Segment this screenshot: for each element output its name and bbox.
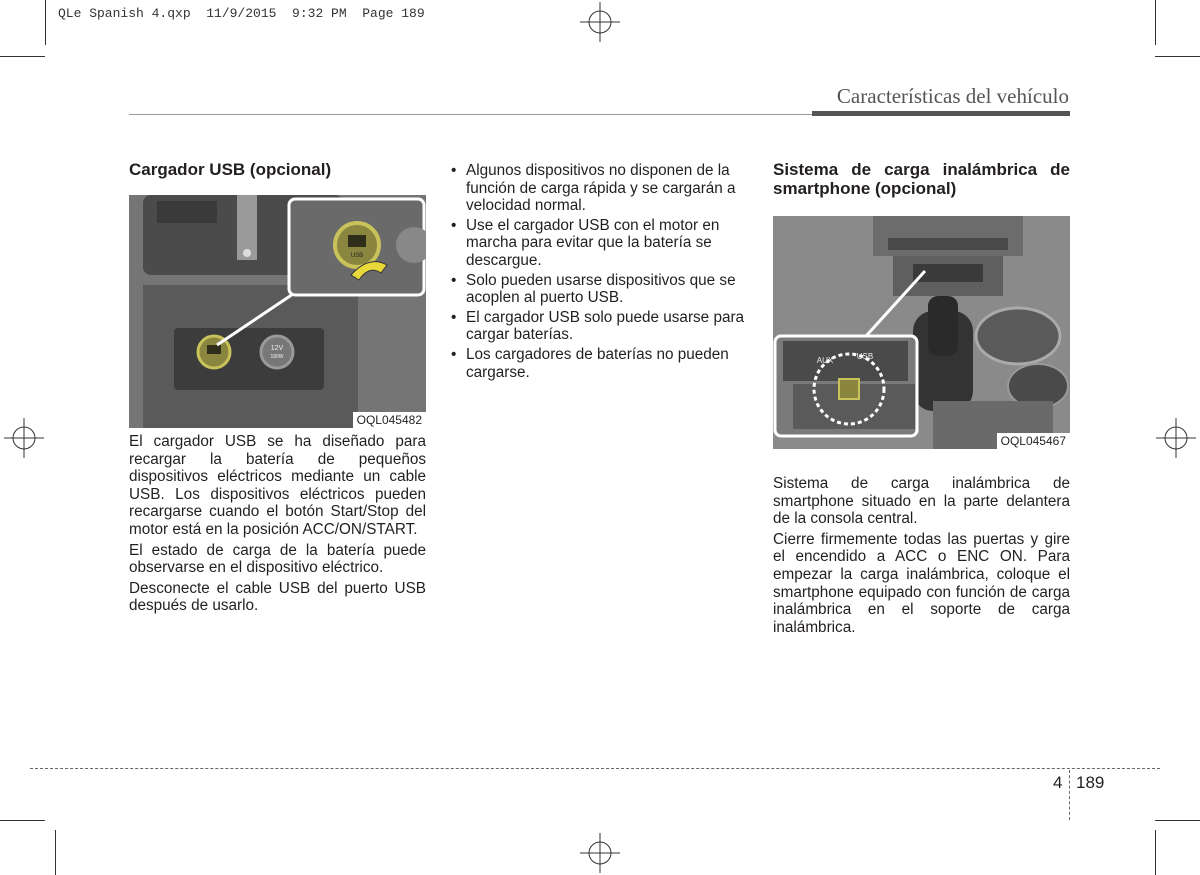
list-item: • Solo pueden usarse dispositivos que se acoplen al puerto USB. [451,272,748,307]
figure-code: OQL045482 [353,412,426,428]
wireless-charging-figure [773,216,1070,449]
figure-code: OQL045467 [997,433,1070,449]
header-rule-accent [812,111,1070,116]
list-item: • El cargador USB solo puede usarse para cargar baterías. [451,309,748,344]
usb-port-label: USB [350,253,364,259]
crop-mark [1155,56,1200,57]
registration-mark-top [580,2,620,42]
usb-charger-figure [129,195,426,428]
page-number: 189 [1076,773,1105,792]
chapter-number: 4 [1053,773,1063,792]
crop-mark [0,56,45,57]
wireless-paragraph: Sistema de carga inalámbrica de smartphone situado en la parte delantera de la consola central. [773,475,1070,528]
list-item: • Algunos dispositivos no disponen de la función de carga rápida y se cargarán a velocidad normal. [451,162,748,215]
usb-charger-illustration [129,195,426,428]
print-slug: QLe Spanish 4.qxp 11/9/2015 9:32 PM Page 189 [58,6,425,21]
left-column [129,160,426,618]
crop-mark [1155,0,1156,45]
registration-mark-right [1156,418,1196,458]
footer-divider [1069,770,1070,820]
section-title: Características del vehículo [836,84,1069,108]
usb-paragraph: El estado de carga de la batería puede observarse en el dispositivo eléctrico. [129,541,426,577]
registration-mark-left [4,418,44,458]
wireless-charging-illustration [773,216,1070,449]
crop-mark [55,830,56,875]
aux-port-label: AUX [816,356,834,365]
crop-mark [1155,820,1200,821]
right-column [773,160,1070,639]
socket-sublabel: 180W [270,354,284,360]
registration-mark-bottom [580,833,620,873]
crop-mark [0,820,45,821]
crop-mark [45,0,46,45]
middle-column [451,162,748,383]
wireless-paragraph: Cierre firmemente todas las puertas y gire el encendido a ACC o ENC ON. Para empezar la carga inalámbrica, coloque el smartphone equipado con función de carga inalámbrica en el soporte de carga inalámbrica. [773,530,1070,636]
usb-paragraph: Desconecte el cable USB del puerto USB después de usarlo. [129,579,426,615]
list-item: • Los cargadores de baterías no pueden cargarse. [451,346,748,381]
wireless-charging-heading: Sistema de carga inalámbrica de smartphone (opcional) [773,160,1070,198]
usb-port-label: USB [856,352,874,361]
socket-label: 12V [270,345,284,352]
list-item: • Use el cargador USB con el motor en marcha para evitar que la batería se descargue. [451,217,748,270]
crop-mark [1155,830,1156,875]
usb-charger-heading: Cargador USB (opcional) [129,160,332,179]
usb-notes-list [451,162,748,381]
usb-paragraph: El cargador USB se ha diseñado para recargar la batería de pequeños dispositivos eléctricos mediante un cable USB. Los dispositivos eléctricos pueden recargarse cuando el botón Start/Stop del motor está en la posición ACC/ON/START. [129,433,426,538]
footer-dashed-rule [30,768,1160,769]
